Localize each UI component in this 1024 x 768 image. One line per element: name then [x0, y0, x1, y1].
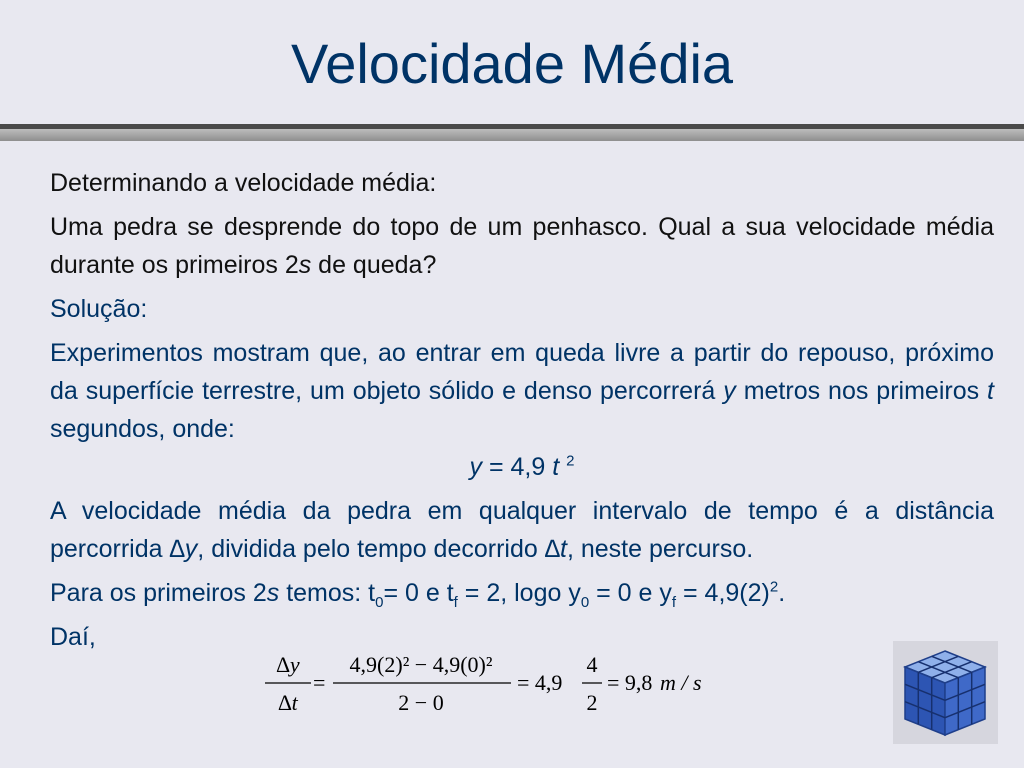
- title-divider-gradient: [0, 129, 1024, 141]
- formula-equals-1: =: [313, 670, 326, 695]
- experiment-part3: segundos, onde:: [50, 415, 235, 443]
- experiment-part2: metros nos primeiros: [735, 377, 988, 405]
- question-part1: Uma pedra se desprende do topo de um penhasco. Qual a sua velocidade média durante os primeiros 2: [50, 213, 994, 279]
- first2-subf: f: [453, 594, 458, 611]
- formula-mid-numerator: 4,9(2)² − 4,9(0)²: [349, 652, 493, 677]
- slide-content: [50, 164, 994, 656]
- average-text: [50, 492, 994, 568]
- average-delta-y: ∆y: [169, 535, 198, 563]
- experiment-text: [50, 334, 994, 448]
- question-unit: s: [298, 251, 312, 279]
- first2-t6: = 4,9(2): [676, 579, 770, 607]
- dai-text: Daí,: [50, 623, 96, 651]
- equation-var-y: y: [469, 453, 483, 481]
- formula-equals-2: = 4,9: [517, 670, 563, 695]
- first2-t3: = 0 e t: [383, 579, 454, 607]
- question-text: [50, 208, 994, 284]
- first2-sub0: 0: [375, 594, 384, 611]
- first2-s: s: [266, 579, 280, 607]
- equation-middle: = 4,9: [482, 453, 553, 481]
- first2-exp: 2: [769, 578, 779, 596]
- cube-icon: [893, 641, 998, 744]
- average-part2: , dividida pelo tempo decorrido: [197, 535, 545, 563]
- formula-equals-3: = 9,8: [607, 670, 653, 695]
- question-part2: de queda?: [311, 251, 437, 279]
- solution-label: Solução:: [50, 295, 148, 323]
- formula-lhs-numerator: ∆y: [276, 652, 300, 677]
- first2-t1: Para os primeiros 2: [50, 579, 267, 607]
- first2-sub0b: 0: [580, 594, 590, 611]
- experiment-part1: Experimentos mostram que, ao entrar em queda livre a partir do repouso, próximo da superfície terrestre, um objeto sólido e denso percorrerá: [50, 339, 994, 405]
- experiment-var-y: y: [723, 377, 736, 405]
- first2-t5: = 0 e y: [589, 579, 672, 607]
- slide-title: Velocidade Média: [290, 32, 734, 95]
- first2-t4: = 2, logo y: [457, 579, 581, 607]
- equation: [50, 448, 994, 486]
- formula-lhs-denominator: ∆t: [278, 690, 298, 715]
- equation-var-t: t: [552, 453, 560, 481]
- equation-exp: 2: [566, 452, 575, 470]
- formula-frac-numerator: 4: [586, 652, 598, 677]
- intro-text: Determinando a velocidade média:: [50, 169, 437, 197]
- formula-unit: m / s: [660, 670, 702, 695]
- first2-t2: temos: t: [279, 579, 376, 607]
- formula-frac-denominator: 2: [586, 690, 598, 715]
- formula-mid-denominator: 2 − 0: [398, 690, 444, 715]
- average-velocity-formula: [255, 640, 725, 730]
- average-part3: , neste percurso.: [566, 535, 754, 563]
- average-part1: A velocidade média da pedra em qualquer intervalo de tempo é a distância percorrida: [50, 497, 994, 563]
- average-delta-t: ∆t: [544, 535, 567, 563]
- experiment-var-t: t: [987, 377, 994, 405]
- first2-t7: .: [778, 579, 786, 607]
- first2-subfb: f: [671, 594, 677, 611]
- first-two-seconds-text: [50, 574, 994, 612]
